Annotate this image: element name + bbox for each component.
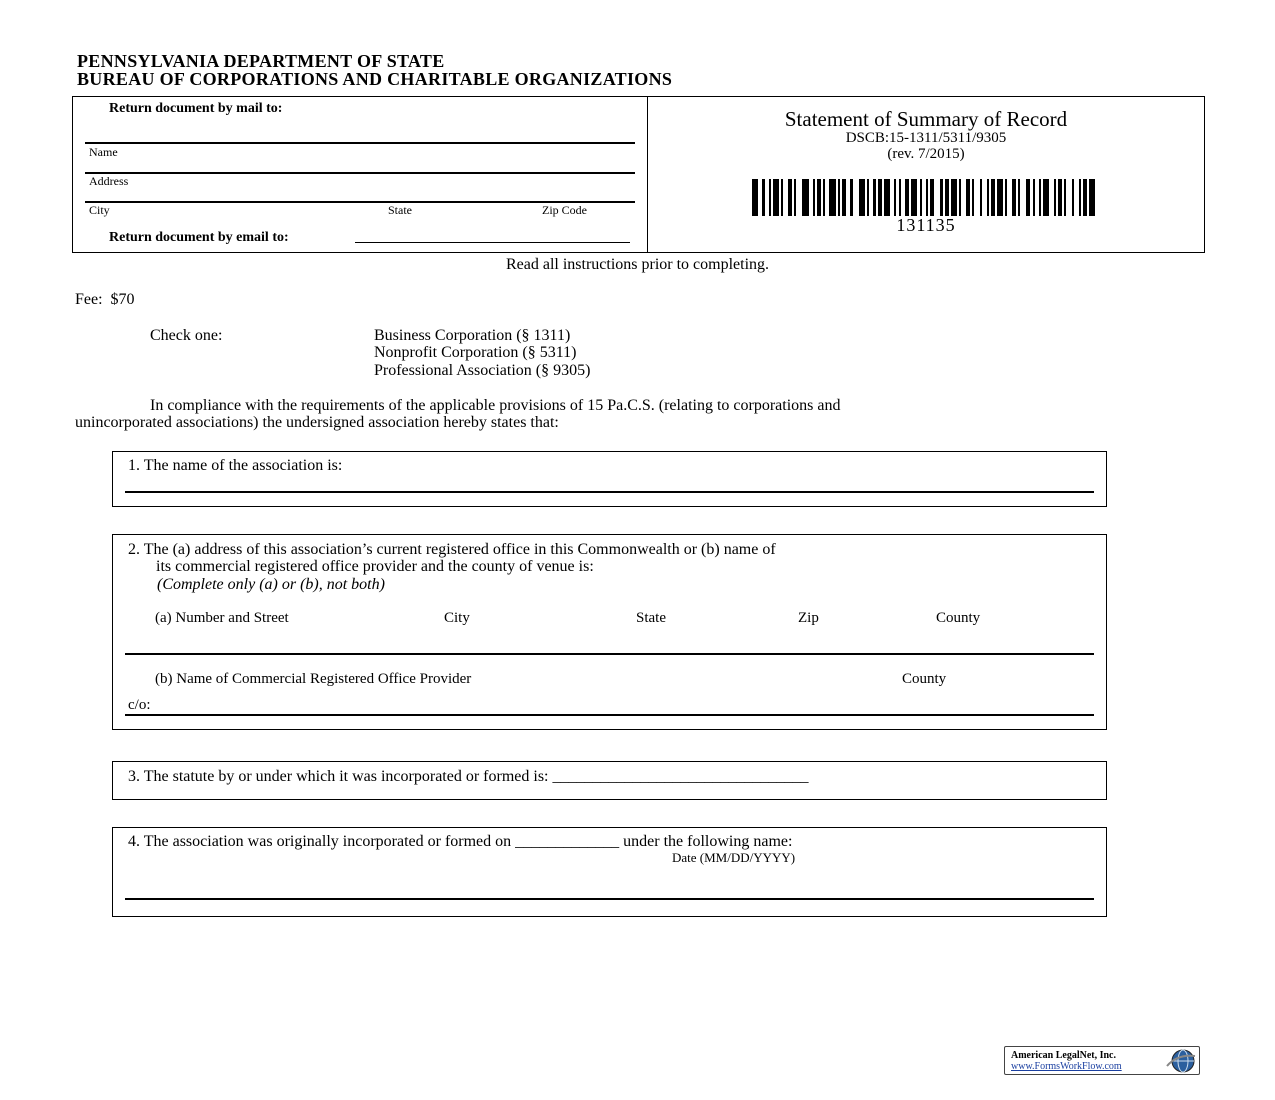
county-column-label: County	[936, 610, 981, 626]
company-name: American LegalNet, Inc.	[1011, 1050, 1116, 1061]
globe-icon	[1165, 1048, 1197, 1074]
item-2-line-1: 2. The (a) address of this association’s current registered office in this Commonwealth or (b) name of	[128, 541, 776, 558]
item-2-line-2: its commercial registered office provider and the county of venue is:	[156, 558, 594, 575]
barcode-number: 131135	[896, 215, 956, 235]
name-label: Name	[89, 145, 118, 159]
form-code: DSCB:15-1311/5311/9305	[845, 130, 1007, 146]
return-email-line[interactable]	[355, 242, 630, 243]
header-box-divider	[647, 96, 648, 253]
provider-county-label: County	[902, 671, 947, 687]
item-1-text: 1. The name of the association is:	[128, 457, 343, 474]
zip-column-label: Zip	[798, 610, 819, 626]
registered-office-address-line[interactable]	[125, 653, 1094, 655]
bureau-title: BUREAU OF CORPORATIONS AND CHARITABLE ORGANIZATIONS	[77, 69, 673, 89]
compliance-line-1: In compliance with the requirements of the applicable provisions of 15 Pa.C.S. (relating to corporations and	[150, 397, 841, 414]
department-title: PENNSYLVANIA DEPARTMENT OF STATE	[77, 51, 445, 71]
state-column-label: State	[636, 610, 666, 626]
provider-name-label: (b) Name of Commercial Registered Office Provider	[155, 671, 472, 687]
number-street-label: (a) Number and Street	[155, 610, 289, 626]
check-one-label: Check one:	[150, 327, 223, 344]
instructions-text: Read all instructions prior to completing.	[505, 256, 770, 273]
return-email-label: Return document by email to:	[109, 230, 289, 245]
original-name-line[interactable]	[125, 898, 1094, 900]
option-business-corporation[interactable]: Business Corporation (§ 1311)	[374, 327, 571, 344]
return-mail-line[interactable]	[85, 142, 635, 144]
care-of-label: c/o:	[128, 697, 151, 713]
company-url[interactable]: www.FormsWorkFlow.com	[1011, 1061, 1122, 1072]
address-line[interactable]	[85, 172, 635, 174]
option-nonprofit-corporation[interactable]: Nonprofit Corporation (§ 5311)	[374, 344, 577, 361]
item-2-note: (Complete only (a) or (b), not both)	[157, 576, 385, 593]
compliance-line-2: unincorporated associations) the undersigned association hereby states that:	[75, 414, 559, 431]
city-column-label: City	[444, 610, 470, 626]
option-professional-association[interactable]: Professional Association (§ 9305)	[374, 362, 591, 379]
item-4-text[interactable]: 4. The association was originally incorporated or formed on _____________ under the following name:	[128, 833, 793, 850]
barcode	[752, 179, 1098, 216]
form-revision: (rev. 7/2015)	[887, 146, 965, 162]
form-title: Statement of Summary of Record	[784, 107, 1068, 131]
address-label: Address	[89, 174, 129, 188]
state-label: State	[388, 203, 412, 217]
association-name-line[interactable]	[125, 491, 1094, 493]
return-mail-label: Return document by mail to:	[109, 101, 283, 116]
provider-line[interactable]	[125, 714, 1094, 716]
city-label: City	[89, 203, 110, 217]
zip-label: Zip Code	[542, 203, 587, 217]
fee-text: Fee: $70	[75, 291, 135, 308]
legalnet-logo[interactable]	[1004, 1046, 1200, 1075]
date-format-hint: Date (MM/DD/YYYY)	[672, 850, 796, 865]
item-3-text[interactable]: 3. The statute by or under which it was incorporated or formed is: ________________________________	[128, 768, 809, 785]
